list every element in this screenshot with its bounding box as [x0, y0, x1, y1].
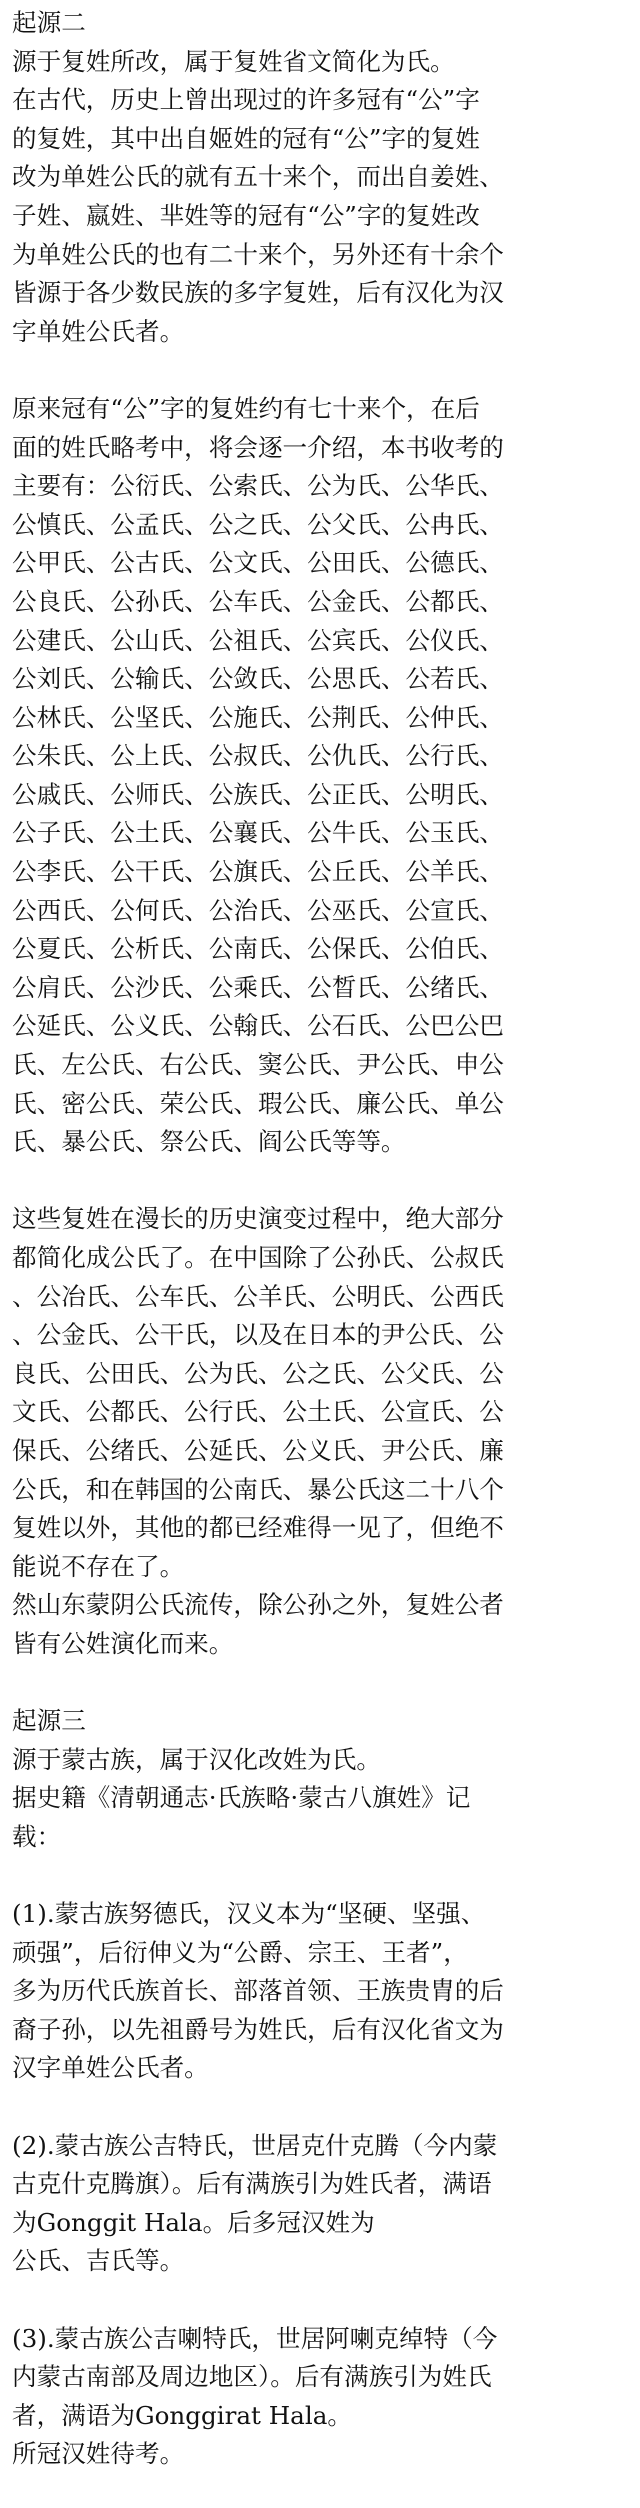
text-line: 氏、左公氏、右公氏、窦公氏、尹公氏、申公	[12, 1050, 504, 1080]
text-line: 公刘氏、公输氏、公敛氏、公思氏、公若氏、	[12, 664, 504, 694]
text-line: 汉字单姓公氏者。	[12, 2053, 209, 2083]
text-line: 公甲氏、公古氏、公文氏、公田氏、公德氏、	[12, 548, 504, 578]
text-line: 公良氏、公孙氏、公车氏、公金氏、公都氏、	[12, 586, 504, 616]
text-line: 皆有公姓演化而来。	[12, 1628, 234, 1658]
text-line: 、公金氏、公干氏，以及在日本的尹公氏、公	[12, 1320, 504, 1350]
section-origin-two	[12, 4, 630, 351]
text-line: 然山东蒙阴公氏流传，除公孙之外，复姓公者	[12, 1590, 504, 1620]
text-line: 为Gonggit Hala。后多冠汉姓为	[12, 2207, 375, 2237]
text-line: 公建氏、公山氏、公祖氏、公宾氏、公仪氏、	[12, 625, 504, 655]
list-item-1	[12, 1895, 630, 2088]
paragraph-evolution	[12, 1200, 630, 1663]
text-line: 改为单姓公氏的就有五十来个，而出自姜姓、	[12, 162, 504, 192]
text-line: 文氏、公都氏、公行氏、公土氏、公宣氏、公	[12, 1397, 504, 1427]
text-line: 这些复姓在漫长的历史演变过程中，绝大部分	[12, 1204, 504, 1234]
text-line: 公戚氏、公师氏、公族氏、公正氏、公明氏、	[12, 779, 504, 809]
text-line: 良氏、公田氏、公为氏、公之氏、公父氏、公	[12, 1358, 504, 1388]
text-line: 子姓、嬴姓、芈姓等的冠有“公”字的复姓改	[12, 200, 480, 230]
text-line: 裔子孙，以先祖爵号为姓氏，后有汉化省文为	[12, 2014, 504, 2044]
text-line: 为单姓公氏的也有二十来个，另外还有十余个	[12, 239, 504, 269]
list-item-3	[12, 2320, 630, 2474]
paragraph-surname-list	[12, 390, 630, 1162]
text-line: 主要有：公衍氏、公索氏、公为氏、公华氏、	[12, 471, 504, 501]
text-line: 能说不存在了。	[12, 1551, 185, 1581]
text-line: (1).蒙古族努德氏，汉义本为“坚硬、坚强、	[12, 1899, 486, 1929]
text-line: 的复姓，其中出自姬姓的冠有“公”字的复姓	[12, 123, 480, 153]
paragraph-gap	[12, 2281, 630, 2320]
text-line: 公李氏、公干氏、公旗氏、公丘氏、公羊氏、	[12, 857, 504, 887]
text-line: (3).蒙古族公吉喇特氏，世居阿喇克绰特（今	[12, 2323, 498, 2353]
text-line: 内蒙古南部及周边地区）。后有满族引为姓氏	[12, 2362, 492, 2392]
text-line: 面的姓氏略考中，将会逐一介绍，本书收考的	[12, 432, 504, 462]
text-line: 原来冠有“公”字的复姓约有七十来个，在后	[12, 393, 480, 423]
text-line: 据史籍《清朝通志·氏族略·蒙古八旗姓》记	[12, 1783, 471, 1813]
text-line: 、公冶氏、公车氏、公羊氏、公明氏、公西氏	[12, 1281, 504, 1311]
document-body	[12, 4, 630, 2474]
text-line: 都简化成公氏了。在中国除了公孙氏、公叔氏	[12, 1243, 504, 1272]
text-line: 者，满语为Gonggirat Hala。	[12, 2400, 352, 2430]
text-line: 氏、密公氏、荣公氏、瑕公氏、廉公氏、单公	[12, 1088, 504, 1118]
paragraph-gap	[12, 1857, 630, 1896]
text-line: 保氏、公绪氏、公延氏、公义氏、尹公氏、廉	[12, 1435, 504, 1465]
text-line: (2).蒙古族公吉特氏，世居克什克腾（今内蒙	[12, 2130, 498, 2160]
text-line: 公延氏、公义氏、公翰氏、公石氏、公巴公巴	[12, 1011, 504, 1041]
text-line: 公西氏、公何氏、公治氏、公巫氏、公宣氏、	[12, 895, 504, 925]
text-line: 氏、暴公氏、祭公氏、阎公氏等等。	[12, 1127, 406, 1157]
text-line: 公朱氏、公上氏、公叔氏、公仇氏、公行氏、	[12, 741, 504, 771]
text-line: 载：	[12, 1821, 62, 1851]
paragraph-gap	[12, 2088, 630, 2127]
text-line: 在古代，历史上曾出现过的许多冠有“公”字	[12, 85, 480, 115]
text-line: 源于复姓所改，属于复姓省文简化为氏。	[12, 46, 455, 76]
section-heading: 起源三	[12, 1706, 86, 1736]
text-line: 公肩氏、公沙氏、公乘氏、公晳氏、公绪氏、	[12, 972, 504, 1002]
text-line: 复姓以外，其他的都已经难得一见了，但绝不	[12, 1513, 504, 1543]
text-line: 公氏，和在韩国的公南氏、暴公氏这二十八个	[12, 1474, 504, 1504]
paragraph-gap	[12, 1162, 630, 1201]
section-heading: 起源二	[12, 8, 86, 37]
text-line: 顽强”，后衍伸义为“公爵、宗王、王者”，	[12, 1937, 468, 1967]
text-line: 公林氏、公坚氏、公施氏、公荆氏、公仲氏、	[12, 702, 504, 732]
text-line: 所冠汉姓待考。	[12, 2439, 185, 2469]
text-line: 公慎氏、公孟氏、公之氏、公父氏、公冉氏、	[12, 509, 504, 539]
paragraph-gap	[12, 351, 630, 390]
text-line: 皆源于各少数民族的多字复姓，后有汉化为汉	[12, 278, 504, 308]
list-item-2	[12, 2127, 630, 2281]
section-origin-three	[12, 1702, 630, 1856]
paragraph-gap	[12, 1664, 630, 1703]
text-line: 字单姓公氏者。	[12, 316, 185, 346]
text-line: 古克什克腾旗）。后有满族引为姓氏者，满语	[12, 2169, 492, 2199]
text-line: 公夏氏、公析氏、公南氏、公保氏、公伯氏、	[12, 934, 504, 964]
text-line: 源于蒙古族，属于汉化改姓为氏。	[12, 1744, 381, 1774]
text-line: 公子氏、公土氏、公襄氏、公牛氏、公玉氏、	[12, 818, 504, 848]
text-line: 多为历代氏族首长、部落首领、王族贵胄的后	[12, 1976, 504, 2006]
text-line: 公氏、吉氏等。	[12, 2246, 185, 2276]
